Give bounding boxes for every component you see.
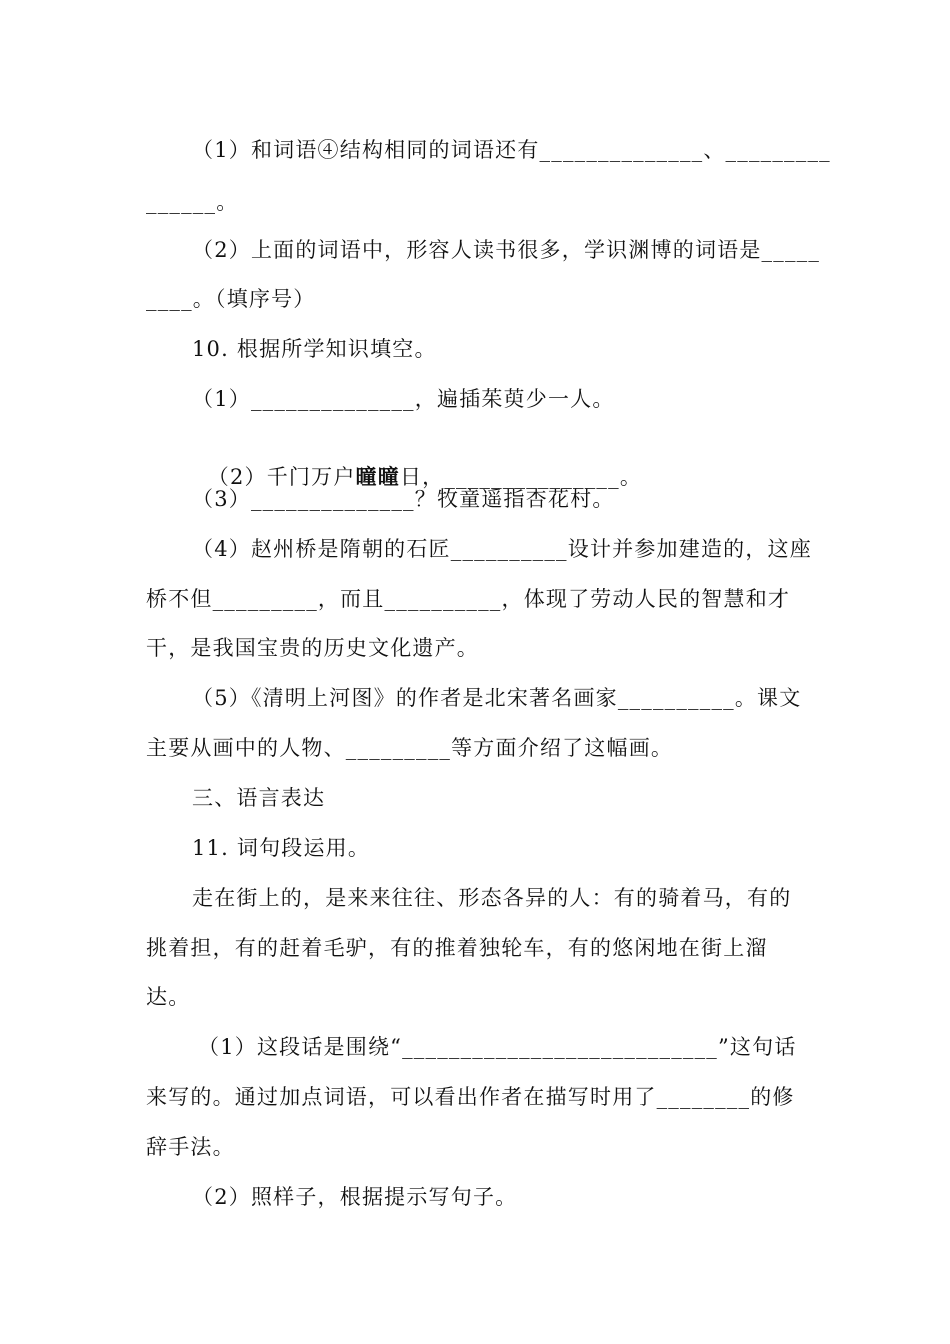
- q11-passage-line3: 达。: [146, 985, 191, 1009]
- q11-sub1-line1: （1）这段话是围绕“___________________________”这句话: [198, 1035, 797, 1059]
- q10-item4-line3: 干，是我国宝贵的历史文化遗产。: [146, 636, 479, 660]
- q11-sub1-line2: 来写的。通过加点词语，可以看出作者在描写时用了________的修: [146, 1085, 795, 1109]
- q10-item2-post: 日，_______________。: [399, 465, 643, 489]
- q10-item5-line1: （5）《清明上河图》的作者是北宋著名画家__________。课文: [192, 686, 802, 710]
- section3-title: 三、语言表达: [192, 786, 326, 810]
- q10-item2-pre: （2）千门万户: [207, 465, 356, 489]
- q11-sub2: （2）照样子，根据提示写句子。: [192, 1185, 518, 1209]
- q10-item1: （1）______________，遍插茱萸少一人。: [192, 387, 615, 411]
- q9-sub2-line2: ____。（填序号）: [146, 287, 316, 311]
- q10-title: 10. 根据所学知识填空。: [192, 337, 437, 361]
- q9-sub1-line1: （1）和词语④结构相同的词语还有______________、_________: [192, 138, 831, 162]
- q11-sub1-line3: 辞手法。: [146, 1135, 235, 1159]
- q11-title: 11. 词句段运用。: [192, 836, 371, 860]
- q9-sub2-line1: （2）上面的词语中，形容人读书很多，学识渊博的词语是_____: [192, 238, 821, 262]
- q10-item5-line2: 主要从画中的人物、_________等方面介绍了这幅画。: [146, 736, 674, 760]
- q11-passage-line2: 挑着担，有的赶着毛驴，有的推着独轮车，有的悠闲地在街上溜: [146, 936, 768, 960]
- q11-passage-line1: 走在街上的，是来来往往、形态各异的人：有的骑着马，有的: [192, 886, 792, 910]
- q10-item2-bold: 曈曈: [355, 465, 400, 489]
- q10-item4-line2: 桥不但_________，而且__________，体现了劳动人民的智慧和才: [146, 587, 791, 611]
- q10-item3: （3）______________？牧童遥指杏花村。: [192, 487, 615, 511]
- q10-item2: [192, 435, 642, 491]
- q10-item4-line1: （4）赵州桥是隋朝的石匠__________设计并参加建造的，这座: [192, 537, 812, 561]
- q9-sub1-line2: ______。: [146, 190, 239, 214]
